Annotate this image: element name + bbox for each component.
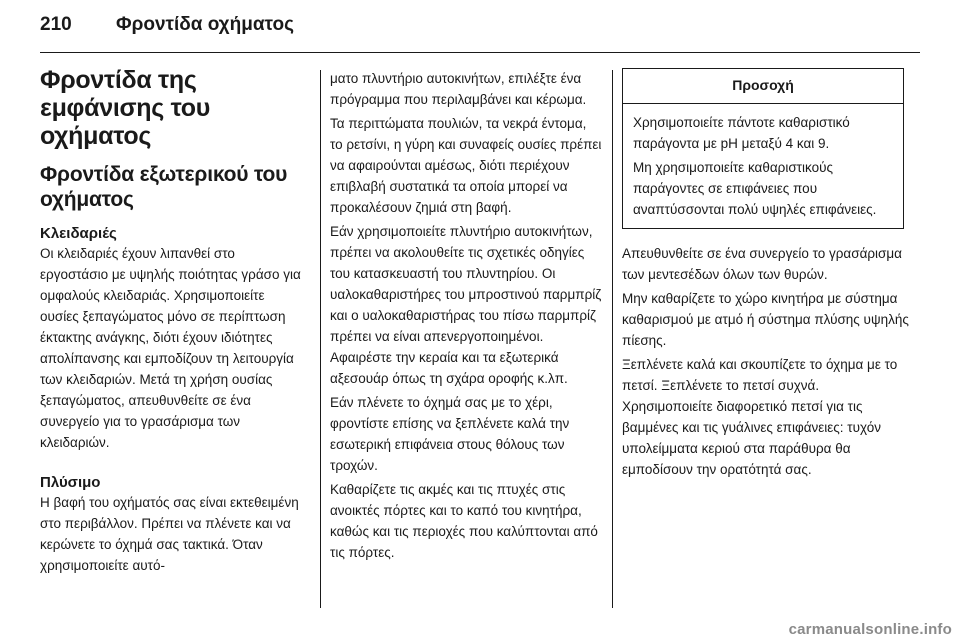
caution-notice-title: Προσοχή bbox=[623, 69, 903, 104]
paragraph: Μην καθαρίζετε το χώρο κινητήρα με σύστημα καθαρισμού με ατμό ή σύστημα πλύσης υψηλής πίεσης. bbox=[622, 291, 909, 348]
section-locks bbox=[40, 224, 302, 453]
column-3 bbox=[622, 68, 912, 483]
running-title: Φροντίδα οχήματος bbox=[116, 14, 294, 35]
main-heading: Φροντίδα της εμφάνισης του οχήματος bbox=[40, 66, 210, 150]
paragraph: ματο πλυντήριο αυτοκινήτων, επιλέξτε ένα πρόγραμμα που περιλαμβάνει και κέρωμα. bbox=[330, 71, 587, 107]
caution-notice-text: Μη χρησιμοποιείτε καθαριστικούς παράγοντες σε επιφάνειες που αναπτύσσονται πολύ υψηλές επιφάνειες. bbox=[633, 160, 877, 217]
paragraph: Ξεπλένετε καλά και σκουπίζετε το όχημα με το πετσί. Ξεπλένετε το πετσί συχνά. Χρησιμοποιείτε διαφορετικό πετσί για τις βαμμένες και τις γυάλινες επιφάνειες: τυχόν υπολείμματα κεριού στα παράθυρα θα εμποδίσουν την ορατότητά σας. bbox=[622, 357, 898, 477]
paragraph: Απευθυνθείτε σε ένα συνεργείο το γρασάρισμα των μεντεσέδων όλων των θυρών. bbox=[622, 246, 902, 282]
paragraph: Εάν πλένετε το όχημά σας με το χέρι, φροντίστε επίσης να ξεπλένετε καλά την εσωτερική επιφάνεια στους θόλους των τροχών. bbox=[330, 395, 570, 473]
column-divider-2 bbox=[612, 70, 613, 608]
column-1 bbox=[40, 66, 302, 596]
caution-notice-body bbox=[623, 104, 903, 228]
column-2 bbox=[330, 68, 602, 566]
header-divider bbox=[40, 52, 920, 53]
section-title-locks: Κλειδαριές bbox=[40, 225, 117, 242]
column-divider-1 bbox=[320, 70, 321, 608]
paragraph: Εάν χρησιμοποιείτε πλυντήριο αυτοκινήτων, πρέπει να ακολουθείτε τις σχετικές οδηγίες του κατασκευαστή του πλυντηρίου. Οι υαλοκαθαριστήρες του μπροστινού παρμπρίζ και ο υαλοκαθαριστήρας του πίσω παρμπρίζ πρέπει να είναι απενεργοποιημένοι. Αφαιρέστε την κεραία και τα εξωτερικά αξεσουάρ όπως τη σχάρα οροφής κ.λπ. bbox=[330, 224, 602, 386]
page-header bbox=[40, 14, 294, 50]
page-number: 210 bbox=[40, 14, 72, 35]
sub-heading: Φροντίδα εξωτερικού του οχήματος bbox=[40, 163, 288, 211]
watermark-text: carmanualsonline.info bbox=[788, 621, 952, 638]
paragraph: Τα περιττώματα πουλιών, τα νεκρά έντομα, το ρετσίνι, η γύρη και συναφείς ουσίες πρέπει να αφαιρούνται αμέσως, διότι περιέχουν επιβλαβή συστατικά τα οποία μπορεί να προκαλέσουν ζημιά στη βαφή. bbox=[330, 116, 602, 215]
section-washing bbox=[40, 473, 302, 576]
section-text-washing: Η βαφή του οχήματός σας είναι εκτεθειμένη στο περιβάλλον. Πρέπει να πλένετε και να κερώνετε το όχημά σας τακτικά. Όταν χρησιμοποιείτε αυτό- bbox=[40, 495, 299, 573]
caution-notice-text: Χρησιμοποιείτε πάντοτε καθαριστικό παράγοντα με pH μεταξύ 4 και 9. bbox=[633, 115, 850, 151]
section-title-washing: Πλύσιμο bbox=[40, 474, 101, 491]
paragraph: Καθαρίζετε τις ακμές και τις πτυχές στις ανοικτές πόρτες και το καπό του κινητήρα, καθώς και τις περιοχές που καλύπτονται από τις πόρτες. bbox=[330, 482, 598, 560]
caution-notice bbox=[622, 68, 904, 229]
section-text-locks: Οι κλειδαριές έχουν λιπανθεί στο εργοστάσιο με υψηλής ποιότητας γράσο για ομφαλούς κλειδαριάς. Χρησιμοποιείτε ουσίες ξεπαγώματος μόνο σε περίπτωση έκτακτης ανάγκης, διότι έχουν ιδιότητες απολίπανσης και εμποδίζουν τη λειτουργία των κλειδαριών. Μετά τη χρήση ουσίας ξεπαγώματος, απευθυνθείτε σε ένα συνεργείο για το γρασάρισμα των κλειδαριών. bbox=[40, 246, 301, 450]
